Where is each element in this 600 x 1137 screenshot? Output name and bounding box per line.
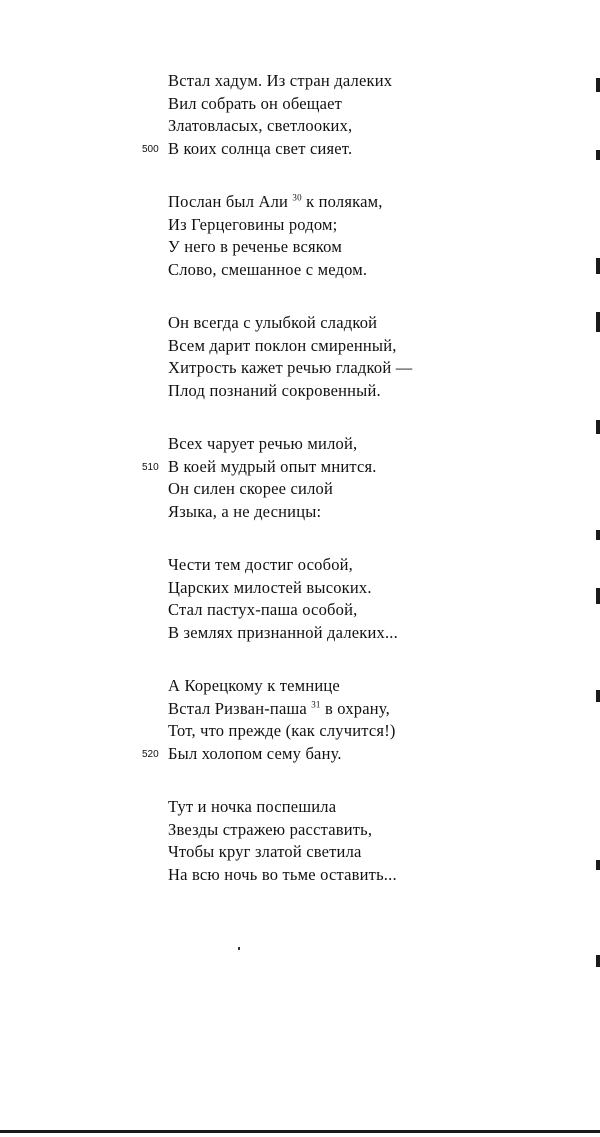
scan-mark (596, 312, 600, 332)
line-text: Слово, смешанное с медом. (168, 259, 368, 279)
scan-mark (596, 258, 600, 274)
scan-mark (596, 860, 600, 870)
scan-speck (238, 947, 240, 950)
line-number: 520 (142, 748, 159, 760)
line-text: В землях признанной далеких... (168, 622, 398, 642)
line-text: У него в реченье всяком (168, 237, 342, 256)
line-text: Плод познаний сокровенный. (168, 380, 381, 400)
verse-line (168, 796, 468, 819)
line-text: в охрану, (324, 698, 390, 718)
line-number: 510 (142, 461, 159, 473)
scan-bottom-edge (0, 1130, 600, 1133)
line-text: Из Герцеговины родом; (168, 214, 338, 234)
verse-line (168, 864, 468, 887)
verse-line (142, 743, 468, 766)
scan-edge-marks (594, 0, 600, 1137)
line-text: Всем дарит поклон смиренный, (168, 335, 397, 355)
line-text: Златовласых, светлооких, (168, 116, 353, 135)
verse-line (168, 259, 468, 282)
verse-line (168, 819, 468, 842)
stanza (142, 433, 468, 523)
stanza (142, 675, 468, 765)
stanza (168, 191, 468, 281)
line-text: Был холопом сему бану. (168, 743, 342, 763)
line-text: Чести тем достиг особой, (168, 555, 353, 574)
verse-line (168, 357, 468, 380)
stanza (168, 554, 468, 644)
verse-line (168, 335, 468, 358)
line-text: Он силен скорее силой (168, 479, 333, 498)
line-text: Тот, что прежде (как случится!) (168, 721, 396, 740)
line-text: Тут и ночка поспешила (168, 797, 337, 816)
verse-line (168, 236, 468, 259)
verse-line (168, 214, 468, 237)
footnote-marker[interactable]: 31 (311, 699, 321, 709)
poem (142, 70, 468, 917)
verse-line (168, 191, 468, 214)
verse-line (168, 675, 468, 698)
line-text: Чтобы круг златой светила (168, 842, 362, 861)
scan-mark (596, 150, 600, 160)
scan-mark (596, 420, 600, 434)
line-text: к полякам, (306, 192, 383, 211)
verse-line (168, 478, 468, 501)
verse-line (168, 577, 468, 600)
line-text: Встал хадум. Из стран далеких (168, 71, 393, 90)
verse-line (168, 599, 468, 622)
line-text: А Корецкому к темнице (168, 676, 340, 695)
line-text: Вил собрать он обещает (168, 93, 343, 113)
verse-line (168, 312, 468, 335)
line-text: В коей мудрый опыт мнится. (168, 456, 377, 476)
scan-mark (596, 78, 600, 92)
verse-line (168, 380, 468, 403)
line-text: Хитрость кажет речью гладкой — (168, 358, 413, 377)
line-text: В коих солнца свет сияет. (168, 138, 353, 158)
verse-line (168, 841, 468, 864)
scan-mark (596, 588, 600, 604)
verse-line (168, 554, 468, 577)
stanza (168, 312, 468, 402)
verse-line (142, 456, 468, 479)
verse-line (168, 501, 468, 524)
line-text: Встал Ризван-паша (168, 698, 307, 718)
line-text: На всю ночь во тьме оставить... (168, 864, 397, 884)
stanza (142, 70, 468, 160)
stanza (168, 796, 468, 886)
line-text: Звезды стражею расставить, (168, 819, 373, 839)
line-text: Языка, а не десницы: (168, 501, 322, 521)
footnote-marker[interactable]: 30 (292, 192, 302, 203)
line-text: Всех чарует речью милой, (168, 434, 358, 453)
verse-line (168, 720, 468, 743)
verse-line (168, 622, 468, 645)
line-text: Он всегда с улыбкой сладкой (168, 313, 378, 332)
scan-mark (596, 690, 600, 702)
verse-line (168, 70, 468, 93)
line-text: Послан был Али (168, 192, 289, 211)
line-text: Царских милостей высоких. (168, 577, 372, 597)
verse-line (168, 115, 468, 138)
line-text: Стал пастух-паша особой, (168, 600, 358, 619)
verse-line (168, 93, 468, 116)
verse-line (142, 138, 468, 161)
verse-line (168, 433, 468, 456)
verse-line (168, 698, 468, 721)
scan-mark (596, 530, 600, 540)
line-number: 500 (142, 143, 159, 155)
scan-mark (596, 955, 600, 967)
